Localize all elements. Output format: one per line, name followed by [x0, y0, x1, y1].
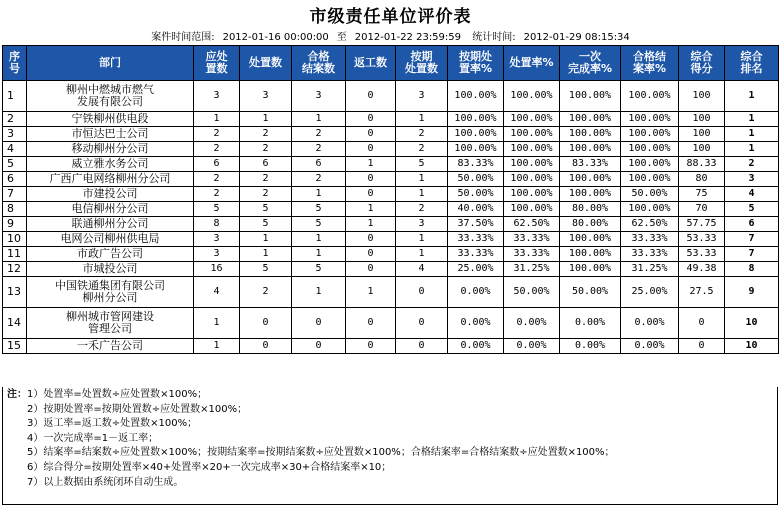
cell-ontime-rate: 40.00% [448, 202, 504, 217]
cell-seq: 12 [3, 262, 27, 277]
cell-ontime-rate: 50.00% [448, 187, 504, 202]
cell-handle-rate: 100.00% [504, 172, 560, 187]
cell-once-rate: 50.00% [560, 277, 621, 308]
cell-score: 27.5 [679, 277, 725, 308]
cell-handled: 1 [240, 112, 292, 127]
cell-rank: 10 [725, 308, 779, 339]
cell-rank: 6 [725, 217, 779, 232]
header-handled-line1: 处置数 [249, 56, 282, 69]
cell-dept [27, 217, 194, 232]
cell-seq: 7 [3, 187, 27, 202]
dept-line1: 威立雅水务公司 [71, 157, 149, 170]
stat-time-label: 统计时间: [472, 32, 516, 43]
cell-rework: 0 [346, 308, 396, 339]
cell-handled: 0 [240, 339, 292, 354]
cell-close-rate: 25.00% [621, 277, 679, 308]
cell-seq: 14 [3, 308, 27, 339]
cell-handle-rate: 0.00% [504, 339, 560, 354]
cell-rank: 2 [725, 157, 779, 172]
dept-line1: 市建投公司 [82, 187, 138, 200]
cell-should: 8 [194, 217, 240, 232]
cell-ontime: 1 [396, 187, 448, 202]
header-dept [27, 46, 194, 81]
dept-line1: 电网公司柳州供电局 [60, 232, 160, 245]
cell-closed: 2 [292, 172, 346, 187]
range-separator: 至 [336, 32, 347, 43]
table-row [3, 232, 779, 247]
stat-time-value: 2012-01-29 08:15:34 [523, 32, 630, 43]
evaluation-table [2, 45, 779, 354]
table-row [3, 277, 779, 308]
cell-close-rate: 100.00% [621, 172, 679, 187]
cell-close-rate: 100.00% [621, 81, 679, 112]
dept-line1: 市城投公司 [82, 262, 138, 275]
cell-rework: 0 [346, 262, 396, 277]
header-row [3, 46, 779, 81]
cell-rank: 1 [725, 112, 779, 127]
header-score-line2: 得分 [690, 62, 713, 75]
header-handle-rate-line1: 处置率% [509, 56, 554, 69]
cell-should: 2 [194, 127, 240, 142]
header-close-rate [621, 46, 679, 81]
cell-closed: 5 [292, 202, 346, 217]
cell-ontime-rate: 25.00% [448, 262, 504, 277]
cell-closed: 1 [292, 232, 346, 247]
header-seq-line2: 号 [9, 62, 20, 75]
note-line-1: 1）处置率=处置数÷应处置数×100%； [27, 389, 208, 400]
cell-once-rate: 100.00% [560, 262, 621, 277]
cell-score: 49.38 [679, 262, 725, 277]
cell-close-rate: 50.00% [621, 187, 679, 202]
cell-closed: 6 [292, 157, 346, 172]
header-handled [240, 46, 292, 81]
header-ontime-rate-line2: 置率% [458, 62, 493, 75]
cell-handle-rate: 0.00% [504, 308, 560, 339]
cell-rework: 1 [346, 277, 396, 308]
cell-close-rate: 31.25% [621, 262, 679, 277]
cell-ontime: 4 [396, 262, 448, 277]
cell-close-rate: 33.33% [621, 247, 679, 262]
dept-line1: 中国铁通集团有限公司 [55, 279, 165, 292]
cell-handle-rate: 100.00% [504, 127, 560, 142]
dept-line1: 市政广告公司 [77, 247, 143, 260]
header-score [679, 46, 725, 81]
table-row [3, 339, 779, 354]
cell-handled: 2 [240, 142, 292, 157]
table-row [3, 112, 779, 127]
cell-handled: 3 [240, 81, 292, 112]
cell-dept [27, 308, 194, 339]
header-score-line1: 综合 [690, 50, 713, 63]
cell-handled: 5 [240, 262, 292, 277]
note-line-5: 5）结案率=结案数÷应处置数×100%；按期结案率=按期结案数÷应处置数×100%；合格结案率=合格结案数÷应处置数×100%； [27, 447, 615, 459]
header-rank-line2: 排名 [740, 62, 763, 75]
cell-handled: 2 [240, 127, 292, 142]
table-row [3, 172, 779, 187]
cell-close-rate: 33.33% [621, 232, 679, 247]
cell-seq: 10 [3, 232, 27, 247]
cell-ontime-rate: 37.50% [448, 217, 504, 232]
cell-once-rate: 100.00% [560, 187, 621, 202]
header-ontime-line2: 处置数 [405, 62, 438, 75]
cell-dept [27, 127, 194, 142]
cell-seq: 8 [3, 202, 27, 217]
cell-ontime: 2 [396, 202, 448, 217]
header-close-rate-line1: 合格结 [633, 50, 666, 63]
cell-should: 1 [194, 112, 240, 127]
header-should [194, 46, 240, 81]
cell-score: 80 [679, 172, 725, 187]
cell-handled: 5 [240, 202, 292, 217]
cell-should: 3 [194, 232, 240, 247]
range-start: 2012-01-16 00:00:00 [222, 32, 329, 43]
table-row [3, 127, 779, 142]
cell-score: 0 [679, 339, 725, 354]
cell-close-rate: 62.50% [621, 217, 679, 232]
table-row [3, 157, 779, 172]
cell-handled: 2 [240, 187, 292, 202]
dept-line2: 柳州分公司 [82, 291, 138, 304]
cell-ontime-rate: 100.00% [448, 112, 504, 127]
cell-handle-rate: 50.00% [504, 277, 560, 308]
cell-ontime-rate: 0.00% [448, 277, 504, 308]
cell-score: 0 [679, 308, 725, 339]
cell-rank: 8 [725, 262, 779, 277]
cell-rank: 7 [725, 232, 779, 247]
cell-ontime-rate: 50.00% [448, 172, 504, 187]
cell-ontime-rate: 100.00% [448, 127, 504, 142]
cell-dept [27, 81, 194, 112]
cell-handled: 1 [240, 247, 292, 262]
cell-closed: 0 [292, 308, 346, 339]
cell-score: 57.75 [679, 217, 725, 232]
notes-head: 注： [7, 389, 27, 400]
cell-close-rate: 100.00% [621, 157, 679, 172]
header-ontime-rate-line1: 按期处 [459, 50, 492, 63]
header-rework-line1: 返工数 [354, 56, 387, 69]
cell-rework: 0 [346, 112, 396, 127]
cell-ontime-rate: 33.33% [448, 232, 504, 247]
cell-dept [27, 112, 194, 127]
cell-ontime: 0 [396, 308, 448, 339]
header-ontime-line1: 按期 [410, 50, 433, 63]
cell-handle-rate: 100.00% [504, 81, 560, 112]
cell-rank: 1 [725, 142, 779, 157]
cell-dept [27, 202, 194, 217]
cell-close-rate: 100.00% [621, 127, 679, 142]
header-ontime [396, 46, 448, 81]
cell-closed: 5 [292, 217, 346, 232]
cell-dept [27, 277, 194, 308]
cell-should: 3 [194, 247, 240, 262]
note-line-4: 4）一次完成率=1－返工率； [27, 432, 159, 444]
cell-closed: 1 [292, 187, 346, 202]
cell-seq: 1 [3, 81, 27, 112]
cell-rework: 0 [346, 172, 396, 187]
cell-score: 100 [679, 142, 725, 157]
cell-rank: 9 [725, 277, 779, 308]
cell-once-rate: 0.00% [560, 308, 621, 339]
cell-close-rate: 0.00% [621, 339, 679, 354]
cell-rank: 1 [725, 81, 779, 112]
dept-line1: 宁铁柳州供电段 [71, 112, 149, 125]
header-once-rate [560, 46, 621, 81]
cell-ontime: 3 [396, 81, 448, 112]
cell-should: 4 [194, 277, 240, 308]
cell-handle-rate: 100.00% [504, 202, 560, 217]
cell-should: 6 [194, 157, 240, 172]
cell-ontime-rate: 0.00% [448, 308, 504, 339]
cell-ontime-rate: 100.00% [448, 142, 504, 157]
cell-seq: 9 [3, 217, 27, 232]
cell-rework: 0 [346, 247, 396, 262]
cell-closed: 1 [292, 247, 346, 262]
cell-score: 75 [679, 187, 725, 202]
note-line-7: 7）以上数据由系统闭环自动生成。 [27, 476, 184, 488]
cell-rework: 0 [346, 339, 396, 354]
cell-once-rate: 100.00% [560, 127, 621, 142]
cell-should: 2 [194, 142, 240, 157]
cell-should: 2 [194, 172, 240, 187]
cell-close-rate: 100.00% [621, 142, 679, 157]
header-close-rate-line2: 案率% [632, 62, 667, 75]
dept-line1: 广西广电网络柳州分公司 [49, 172, 171, 185]
dept-line1: 移动柳州分公司 [71, 142, 149, 155]
table-row [3, 217, 779, 232]
cell-should: 1 [194, 339, 240, 354]
cell-closed: 0 [292, 339, 346, 354]
header-rank [725, 46, 779, 81]
cell-rank: 7 [725, 247, 779, 262]
cell-ontime: 1 [396, 172, 448, 187]
cell-once-rate: 80.00% [560, 217, 621, 232]
cell-once-rate: 100.00% [560, 172, 621, 187]
dept-line1: 联通柳州分公司 [71, 217, 149, 230]
report-title: 市级责任单位评价表 [309, 7, 472, 27]
cell-seq: 5 [3, 157, 27, 172]
cell-rework: 0 [346, 127, 396, 142]
note-line-2: 2）按期处置率=按期处置数÷应处置数×100%； [27, 403, 248, 415]
cell-seq: 15 [3, 339, 27, 354]
cell-once-rate: 83.33% [560, 157, 621, 172]
cell-seq: 13 [3, 277, 27, 308]
cell-rank: 10 [725, 339, 779, 354]
dept-line1: 柳州城市管网建设 [66, 310, 154, 323]
dept-line2: 管理公司 [88, 322, 132, 335]
cell-rework: 1 [346, 202, 396, 217]
cell-closed: 5 [292, 262, 346, 277]
cell-closed: 2 [292, 142, 346, 157]
cell-handle-rate: 33.33% [504, 247, 560, 262]
header-ontime-rate [448, 46, 504, 81]
cell-ontime-rate: 0.00% [448, 339, 504, 354]
dept-line2: 发展有限公司 [77, 95, 143, 108]
cell-rank: 4 [725, 187, 779, 202]
cell-handle-rate: 100.00% [504, 142, 560, 157]
cell-dept [27, 262, 194, 277]
cell-should: 5 [194, 202, 240, 217]
cell-rank: 5 [725, 202, 779, 217]
cell-ontime: 2 [396, 142, 448, 157]
cell-handle-rate: 100.00% [504, 112, 560, 127]
cell-score: 53.33 [679, 247, 725, 262]
header-closed-line2: 结案数 [302, 62, 335, 75]
cell-once-rate: 100.00% [560, 247, 621, 262]
cell-once-rate: 80.00% [560, 202, 621, 217]
cell-closed: 3 [292, 81, 346, 112]
cell-rework: 0 [346, 232, 396, 247]
table-row [3, 262, 779, 277]
cell-rank: 1 [725, 127, 779, 142]
table-row [3, 187, 779, 202]
cell-handled: 0 [240, 308, 292, 339]
cell-ontime: 0 [396, 277, 448, 308]
range-end: 2012-01-22 23:59:59 [354, 32, 462, 43]
range-label: 案件时间范围: [151, 32, 215, 43]
cell-handled: 2 [240, 277, 292, 308]
cell-ontime: 1 [396, 247, 448, 262]
header-rework [346, 46, 396, 81]
cell-dept [27, 187, 194, 202]
cell-score: 88.33 [679, 157, 725, 172]
table-row [3, 81, 779, 112]
cell-closed: 1 [292, 112, 346, 127]
cell-score: 100 [679, 127, 725, 142]
cell-seq: 4 [3, 142, 27, 157]
cell-dept [27, 142, 194, 157]
cell-ontime: 1 [396, 112, 448, 127]
cell-rework: 1 [346, 157, 396, 172]
note-line-6: 6）综合得分=按期处置率×40+处置率×20+一次完成率×30+合格结案率×10； [27, 461, 392, 473]
table-row [3, 247, 779, 262]
cell-should: 3 [194, 81, 240, 112]
dept-line1: 电信柳州分公司 [71, 202, 149, 215]
cell-rework: 0 [346, 187, 396, 202]
cell-ontime: 2 [396, 127, 448, 142]
cell-score: 100 [679, 112, 725, 127]
cell-should: 2 [194, 187, 240, 202]
cell-seq: 3 [3, 127, 27, 142]
header-handle-rate [504, 46, 560, 81]
cell-dept [27, 232, 194, 247]
cell-once-rate: 100.00% [560, 112, 621, 127]
cell-closed: 2 [292, 127, 346, 142]
dept-line1: 一禾广告公司 [77, 339, 143, 352]
header-once-rate-line2: 完成率% [567, 62, 613, 75]
cell-once-rate: 100.00% [560, 232, 621, 247]
header-dept-line1: 部门 [99, 56, 121, 69]
cell-closed: 1 [292, 277, 346, 308]
cell-close-rate: 100.00% [621, 202, 679, 217]
header-closed [292, 46, 346, 81]
note-line-3: 3）返工率=返工数÷处置数×100%； [27, 418, 198, 430]
cell-ontime: 3 [396, 217, 448, 232]
notes-section [2, 387, 778, 505]
cell-close-rate: 100.00% [621, 112, 679, 127]
cell-ontime-rate: 100.00% [448, 81, 504, 112]
cell-score: 53.33 [679, 232, 725, 247]
cell-score: 100 [679, 81, 725, 112]
cell-dept [27, 339, 194, 354]
cell-handled: 6 [240, 157, 292, 172]
cell-ontime-rate: 33.33% [448, 247, 504, 262]
cell-ontime: 5 [396, 157, 448, 172]
cell-score: 70 [679, 202, 725, 217]
cell-rework: 0 [346, 81, 396, 112]
cell-handled: 5 [240, 217, 292, 232]
cell-handled: 2 [240, 172, 292, 187]
cell-rework: 0 [346, 142, 396, 157]
header-once-rate-line1: 一次 [579, 50, 601, 63]
cell-once-rate: 100.00% [560, 142, 621, 157]
header-seq-line1: 序 [9, 50, 20, 63]
table-row [3, 202, 779, 217]
cell-handled: 1 [240, 232, 292, 247]
cell-seq: 2 [3, 112, 27, 127]
header-seq [3, 46, 27, 81]
table-row [3, 142, 779, 157]
cell-should: 1 [194, 308, 240, 339]
header-closed-line1: 合格 [307, 50, 330, 63]
cell-handle-rate: 33.33% [504, 232, 560, 247]
cell-seq: 6 [3, 172, 27, 187]
dept-line1: 市恒达巴士公司 [71, 127, 149, 140]
cell-ontime-rate: 83.33% [448, 157, 504, 172]
cell-handle-rate: 62.50% [504, 217, 560, 232]
cell-handle-rate: 31.25% [504, 262, 560, 277]
cell-once-rate: 100.00% [560, 81, 621, 112]
cell-once-rate: 0.00% [560, 339, 621, 354]
cell-handle-rate: 100.00% [504, 157, 560, 172]
cell-ontime: 0 [396, 339, 448, 354]
cell-close-rate: 0.00% [621, 308, 679, 339]
cell-handle-rate: 100.00% [504, 187, 560, 202]
cell-ontime: 1 [396, 232, 448, 247]
cell-seq: 11 [3, 247, 27, 262]
header-should-line2: 置数 [205, 62, 228, 75]
header-should-line1: 应处 [205, 50, 228, 63]
cell-rework: 1 [346, 217, 396, 232]
cell-dept [27, 157, 194, 172]
time-info-bar [0, 28, 781, 43]
cell-dept [27, 172, 194, 187]
cell-dept [27, 247, 194, 262]
table-body [3, 81, 779, 354]
header-rank-line1: 综合 [740, 50, 763, 63]
cell-rank: 3 [725, 172, 779, 187]
dept-line1: 柳州中燃城市燃气 [66, 83, 154, 96]
table-row [3, 308, 779, 339]
cell-should: 16 [194, 262, 240, 277]
